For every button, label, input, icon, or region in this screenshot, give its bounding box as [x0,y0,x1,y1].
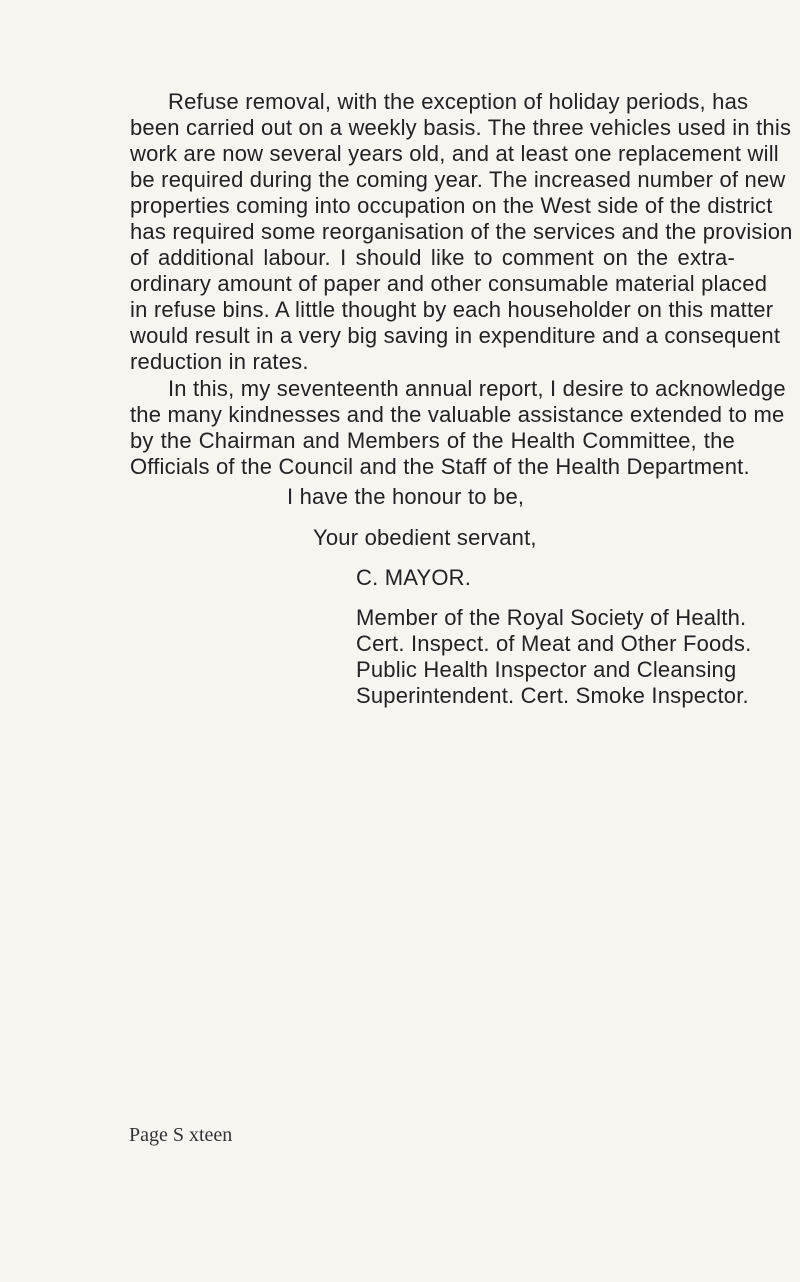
text-line: Officials of the Council and the Staff of the Health Department. [130,454,750,479]
credential-line: Public Health Inspector and Cleansing [356,657,737,682]
credential-line: Cert. Inspect. of Meat and Other Foods. [356,631,752,656]
text-line: in refuse bins. A little thought by each householder on this matter [130,297,774,322]
text-line: the many kindnesses and the valuable assistance extended to me [130,402,785,427]
text-line: be required during the coming year. The increased number of new [130,167,786,192]
text-line: work are now several years old, and at least one replacement will [130,141,779,166]
text-line: would result in a very big saving in expenditure and a consequent [130,323,781,348]
closing-line: I have the honour to be, [287,484,525,509]
credential-line: Superintendent. Cert. Smoke Inspector. [356,683,749,708]
text-line: been carried out on a weekly basis. The three vehicles used in this [130,115,792,140]
text-line: ordinary amount of paper and other consumable material placed [130,271,768,296]
text-line: of additional labour. I should like to comment on the extra- [130,245,735,270]
text-line: has required some reorganisation of the services and the provision [130,219,793,244]
signature-name: C. MAYOR. [356,565,472,590]
text-line: Refuse removal, with the exception of holiday periods, has [168,89,749,114]
text-line: properties coming into occupation on the West side of the district [130,193,773,218]
text-line: reduction in rates. [130,349,309,374]
text-line: by the Chairman and Members of the Health Committee, the [130,428,735,453]
valediction-line: Your obedient servant, [313,525,537,550]
text-line: In this, my seventeenth annual report, I desire to acknowledge [168,376,786,401]
credential-line: Member of the Royal Society of Health. [356,605,747,630]
page-number-footer: Page S xteen [129,1124,233,1146]
